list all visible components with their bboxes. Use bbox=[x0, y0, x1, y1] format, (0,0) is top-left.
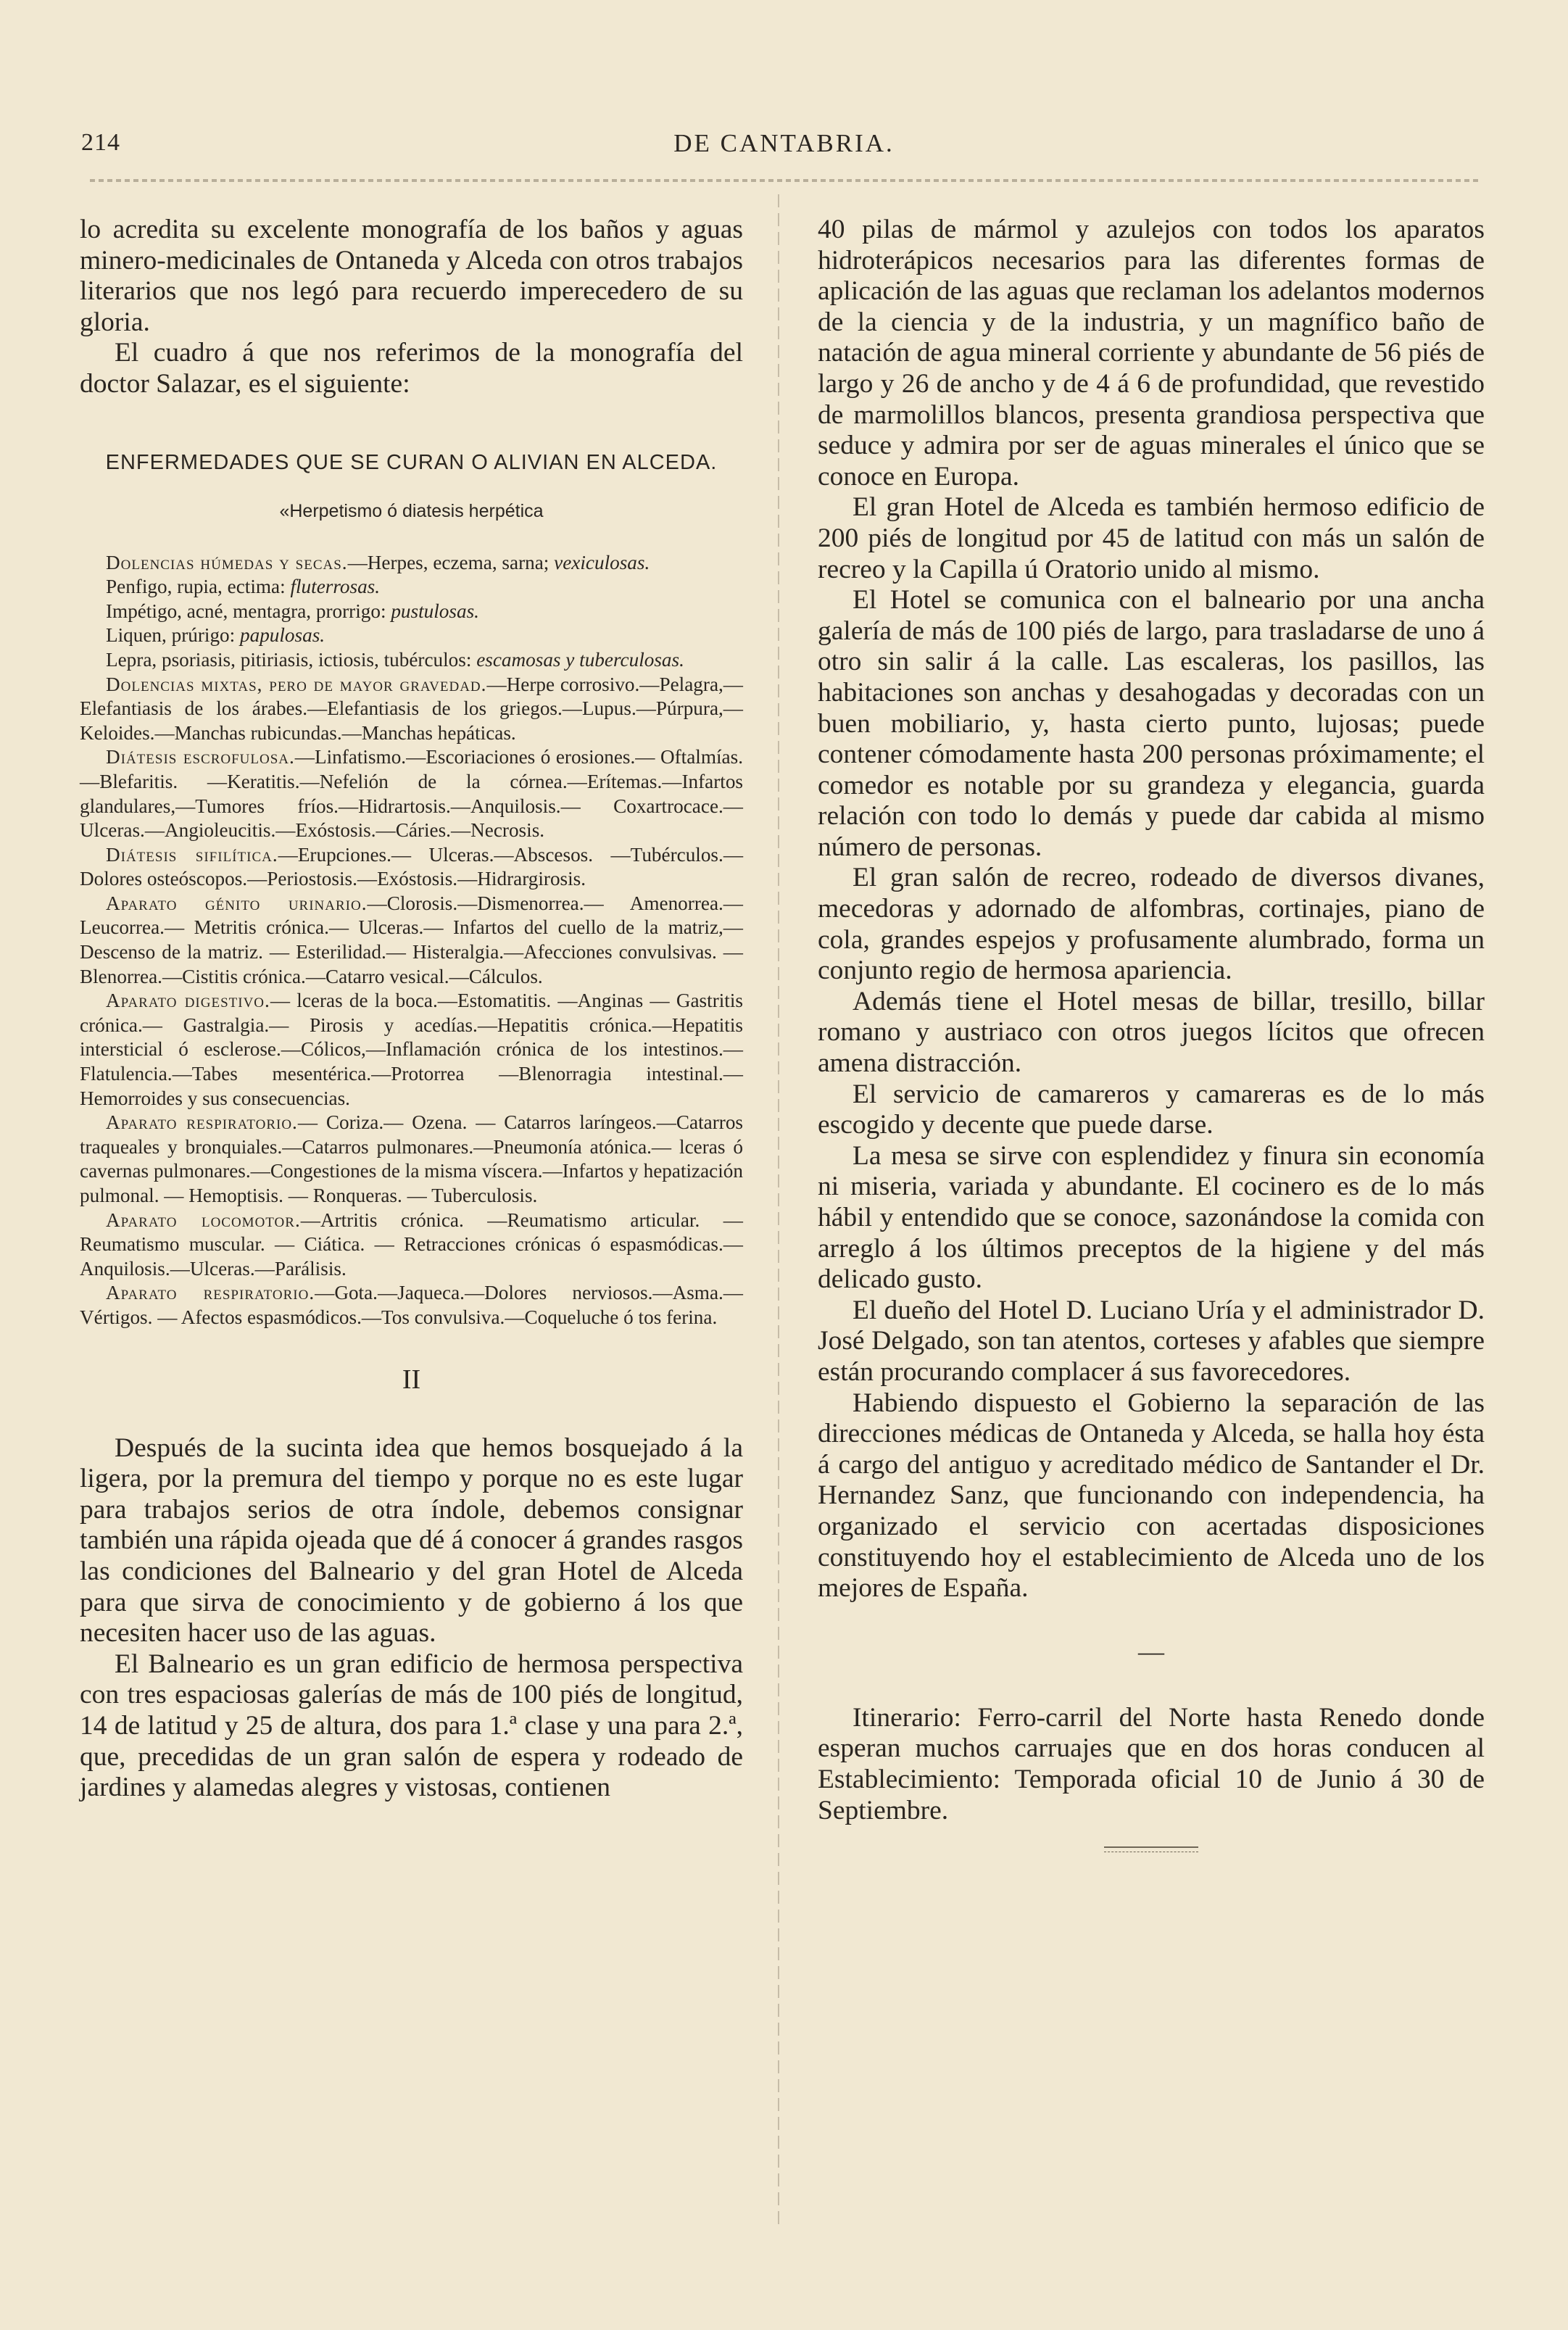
intro-paragraph-2: El cuadro á que nos referimos de la monografía del doctor Salazar, es el siguiente: bbox=[80, 338, 743, 399]
entry-text: — lceras de la boca.—Estomatitis. —Anginas — Gastritis crónica.— Gastralgia.— Pirosis y acedías.—Hepatitis crónica.—Hepatitis intersticial ó esclerose.—Cólicos,—Inflamación crónica de los intestinos.—Flatulencia.—Tabes mesentérica.—Protorrea —Blenorragia intestinal.—Hemorroides y sus consecuencias. bbox=[80, 990, 743, 1109]
entry-aparato-locomotor bbox=[80, 1208, 743, 1282]
entry-heading: Dolencias húmedas y secas. bbox=[106, 551, 348, 573]
entry-heading: Aparato génito urinario. bbox=[106, 892, 368, 914]
entry-text: Lepra, psoriasis, pitiriasis, ictiosis, tubérculos: bbox=[106, 648, 477, 671]
entry-italic: vexiculosas. bbox=[554, 551, 650, 573]
separator-dash: — bbox=[1138, 1636, 1164, 1666]
paragraph-mesa: La mesa se sirve con esplendidez y finura sin economía ni miseria, variada y abundante. El cocinero es de lo más hábil y entendido que se conoce, sazonándose la comida con arreglo á los últimos preceptos de la higiene y del más delicado gusto. bbox=[818, 1140, 1485, 1295]
entry-impetigo bbox=[80, 600, 743, 624]
entry-text: —Erupciones.— Ulceras.—Abscesos. —Tubérculos.—Dolores osteóscopos.—Periostosis.—Exóstosis.—Hidrargirosis. bbox=[80, 843, 744, 890]
table-subtitle: «Herpetismo ó diatesis herpética bbox=[279, 500, 544, 521]
entry-aparato-genito bbox=[80, 892, 743, 989]
entry-heading: Diátesis escrofulosa. bbox=[106, 746, 295, 768]
paragraph-hotel: El gran Hotel de Alceda es también hermoso edificio de 200 piés de longitud por 45 de latitud con más un salón de recreo y la Capilla ú Oratorio unido al mismo. bbox=[818, 492, 1485, 584]
entry-diatesis-escrofulosa bbox=[80, 745, 743, 842]
column-divider bbox=[778, 194, 779, 2224]
section-numeral: II bbox=[402, 1364, 421, 1395]
entry-italic: escamosas y tuberculosas. bbox=[476, 648, 684, 671]
entry-lepra bbox=[80, 648, 743, 673]
entry-aparato-respiratorio-2 bbox=[80, 1281, 743, 1330]
header-rule bbox=[90, 177, 1482, 184]
entry-diatesis-sifilitica bbox=[80, 843, 743, 892]
entry-heading: Dolencias mixtas, pero de mayor gravedad. bbox=[106, 673, 487, 695]
running-head bbox=[81, 129, 1487, 173]
entry-liquen bbox=[80, 623, 743, 648]
entry-text: Penfigo, rupia, ectima: bbox=[106, 576, 291, 598]
entry-text: —Herpe corrosivo.—Pelagra,—Elefantiasis de los árabes.—Elefantiasis de los griegos.—Lupus.—Púrpura,—Keloides.—Manchas rubicundas.—Manchas hepáticas. bbox=[80, 673, 743, 744]
entry-heading: Aparato respiratorio. bbox=[106, 1282, 315, 1304]
entry-italic: fluterrosas. bbox=[290, 576, 381, 598]
paragraph-salon: El gran salón de recreo, rodeado de diversos divanes, mecedoras y adornado de alfombras, cortinajes, piano de cola, grandes espejos y profusamente alumbrado, forma un conjunto regio de hermosa apariencia. bbox=[818, 863, 1485, 986]
paragraph-pilas: 40 pilas de mármol y azulejos con todos los aparatos hidroterápicos necesarios para las diferentes formas de aplicación de las aguas que reclaman los adelantos modernos de la ciencia y de la industria, y un magnífico baño de natación de agua mineral corriente y abundante de 56 piés de largo y 26 de ancho y de 4 á 6 de profundidad, que revestido de marmolillos blancos, presenta grandiosa perspectiva que seduce y admira por ser de aguas minerales el único que se conoce en Europa. bbox=[818, 215, 1485, 492]
entry-aparato-respiratorio bbox=[80, 1111, 743, 1208]
entry-heading: Diátesis sifilítica. bbox=[106, 843, 278, 866]
paragraph-dueno: El dueño del Hotel D. Luciano Uría y el administrador D. José Delgado, son tan atentos, corteses y afables que siempre están procurando complacer á sus favorecedores. bbox=[818, 1295, 1485, 1387]
section-paragraph-2: El Balneario es un gran edificio de hermosa perspectiva con tres espaciosas galerías de más de 100 piés de longitud, 14 de latitud y 25 de altura, dos para 1.ª clase y una para 2.ª, que, precedidas de un gran salón de espera y rodeado de jardines y alamedas alegres y vistosas, contienen bbox=[80, 1649, 743, 1803]
entry-heading: Aparato digestivo. bbox=[106, 990, 270, 1012]
section-paragraph-1: Después de la sucinta idea que hemos bosquejado á la ligera, por la premura del tiempo y porque no es este lugar para trabajos serios de otra índole, debemos consignar también una rápida ojeada que dé á conocer á grandes rasgos las condiciones del Balneario y del gran Hotel de Alceda para que sirva de conocimiento y de gobierno á los que necesiten hacer uso de las aguas. bbox=[80, 1433, 743, 1649]
end-rule bbox=[1104, 1846, 1198, 1852]
entry-italic: papulosas. bbox=[240, 624, 325, 647]
paragraph-galeria: El Hotel se comunica con el balneario por una ancha galería de más de 100 piés de largo, para trasladarse de uno á otro sin salir á la calle. Las escaleras, los pasillos, las habitaciones son anchas y desahogadas y decoradas con un buen mobiliario, y, hasta cierto punto, lujosas; puede contener cómodamente hasta 200 personas próximamente; el comedor es notable por su grandeza y elegancia, guarda relación con todo lo demás y puede dar cabida al mismo número de personas. bbox=[818, 585, 1485, 862]
paragraph-gobierno: Habiendo dispuesto el Gobierno la separación de las direcciones médicas de Ontaneda y Alceda, se halla hoy ésta á cargo del antiguo y acreditado médico de Santander el Dr. Hernandez Sanz, que funcionando con independencia, ha organizado el servicio con acertadas disposiciones constituyendo hoy el establecimiento de Alceda uno de los mejores de España. bbox=[818, 1388, 1485, 1604]
entry-heading: Aparato locomotor. bbox=[106, 1208, 301, 1231]
entry-italic: pustulosas. bbox=[391, 600, 479, 622]
paragraph-servicio: El servicio de camareros y camareras es de lo más escogido y decente que puede darse. bbox=[818, 1079, 1485, 1140]
entry-dolencias-mixtas bbox=[80, 673, 743, 746]
entry-text: —Linfatismo.—Escoriaciones ó erosiones.— Oftalmías. —Blefaritis. —Keratitis.—Nefelión de la córnea.—Erítemas.—Infartos glandulares,—Tumores fríos.—Hidrartosis.—Anquilosis.— Coxartrocace.—Ulceras.—Angioleucitis.—Exóstosis.—Cáries.—Necrosis. bbox=[80, 746, 743, 842]
table-title: ENFERMEDADES QUE SE CURAN O ALIVIAN EN ALCEDA. bbox=[105, 450, 718, 474]
paragraph-billar: Además tiene el Hotel mesas de billar, tresillo, billar romano y austriaco con otros juegos lícitos que ofrecen amena distracción. bbox=[818, 986, 1485, 1079]
entry-text: —Gota.—Jaqueca.—Dolores nerviosos.—Asma.—Vértigos. — Afectos espasmódicos.—Tos convulsiva.—Coqueluche ó tos ferina. bbox=[80, 1282, 743, 1328]
entry-penfigo bbox=[80, 575, 743, 600]
entry-text: — Coriza.— Ozena. — Catarros laríngeos.—Catarros traqueales y bronquiales.—Catarros pulmonares.—Pneumonía atónica.— lceras ó cavernas pulmonares.—Congestiones de la misma víscera.—Infartos y hepatización pulmonal. — Hemoptisis. — Ronqueras. — Tuberculosis. bbox=[80, 1111, 744, 1206]
entry-aparato-digestivo bbox=[80, 989, 743, 1111]
left-column bbox=[80, 215, 743, 1804]
entry-text: —Clorosis.—Dismenorrea.— Amenorrea.— Leucorrea.— Metritis crónica.— Ulceras.— Infartos del cuello de la matriz,—Descenso de la matriz. — Esterilidad.— Histeralgia.—Afecciones convulsivas. — Blenorrea.—Cistitis crónica.—Catarro vesical.—Cálculos. bbox=[80, 892, 743, 987]
entry-heading: Aparato respiratorio. bbox=[106, 1111, 298, 1134]
entry-text: —Herpes, eczema, sarna; bbox=[347, 551, 555, 573]
right-column bbox=[818, 215, 1485, 1852]
intro-paragraph-1: lo acredita su excelente monografía de los baños y aguas minero-medicinales de Ontaneda y Alceda con otros trabajos literarios que nos legó para recuerdo imperecedero de su gloria. bbox=[80, 215, 743, 337]
entry-text: Liquen, prúrigo: bbox=[106, 624, 240, 647]
running-title: DE CANTABRIA. bbox=[673, 129, 895, 157]
entry-text: —Artritis crónica. —Reumatismo articular. — Reumatismo muscular. — Ciática. — Retracciones crónicas ó espasmódicas.—Anquilosis.—Ulceras.—Parálisis. bbox=[80, 1208, 743, 1280]
page-number: 214 bbox=[81, 129, 120, 156]
itinerary-paragraph: Itinerario: Ferro-carril del Norte hasta Renedo donde esperan muchos carruajes que en dos horas conducen al Establecimiento: Temporada oficial 10 de Junio á 30 de Septiembre. bbox=[818, 1702, 1485, 1825]
entry-text: Impétigo, acné, mentagra, prorrigo: bbox=[106, 600, 391, 622]
entry-dolencias-humedas bbox=[80, 551, 743, 576]
